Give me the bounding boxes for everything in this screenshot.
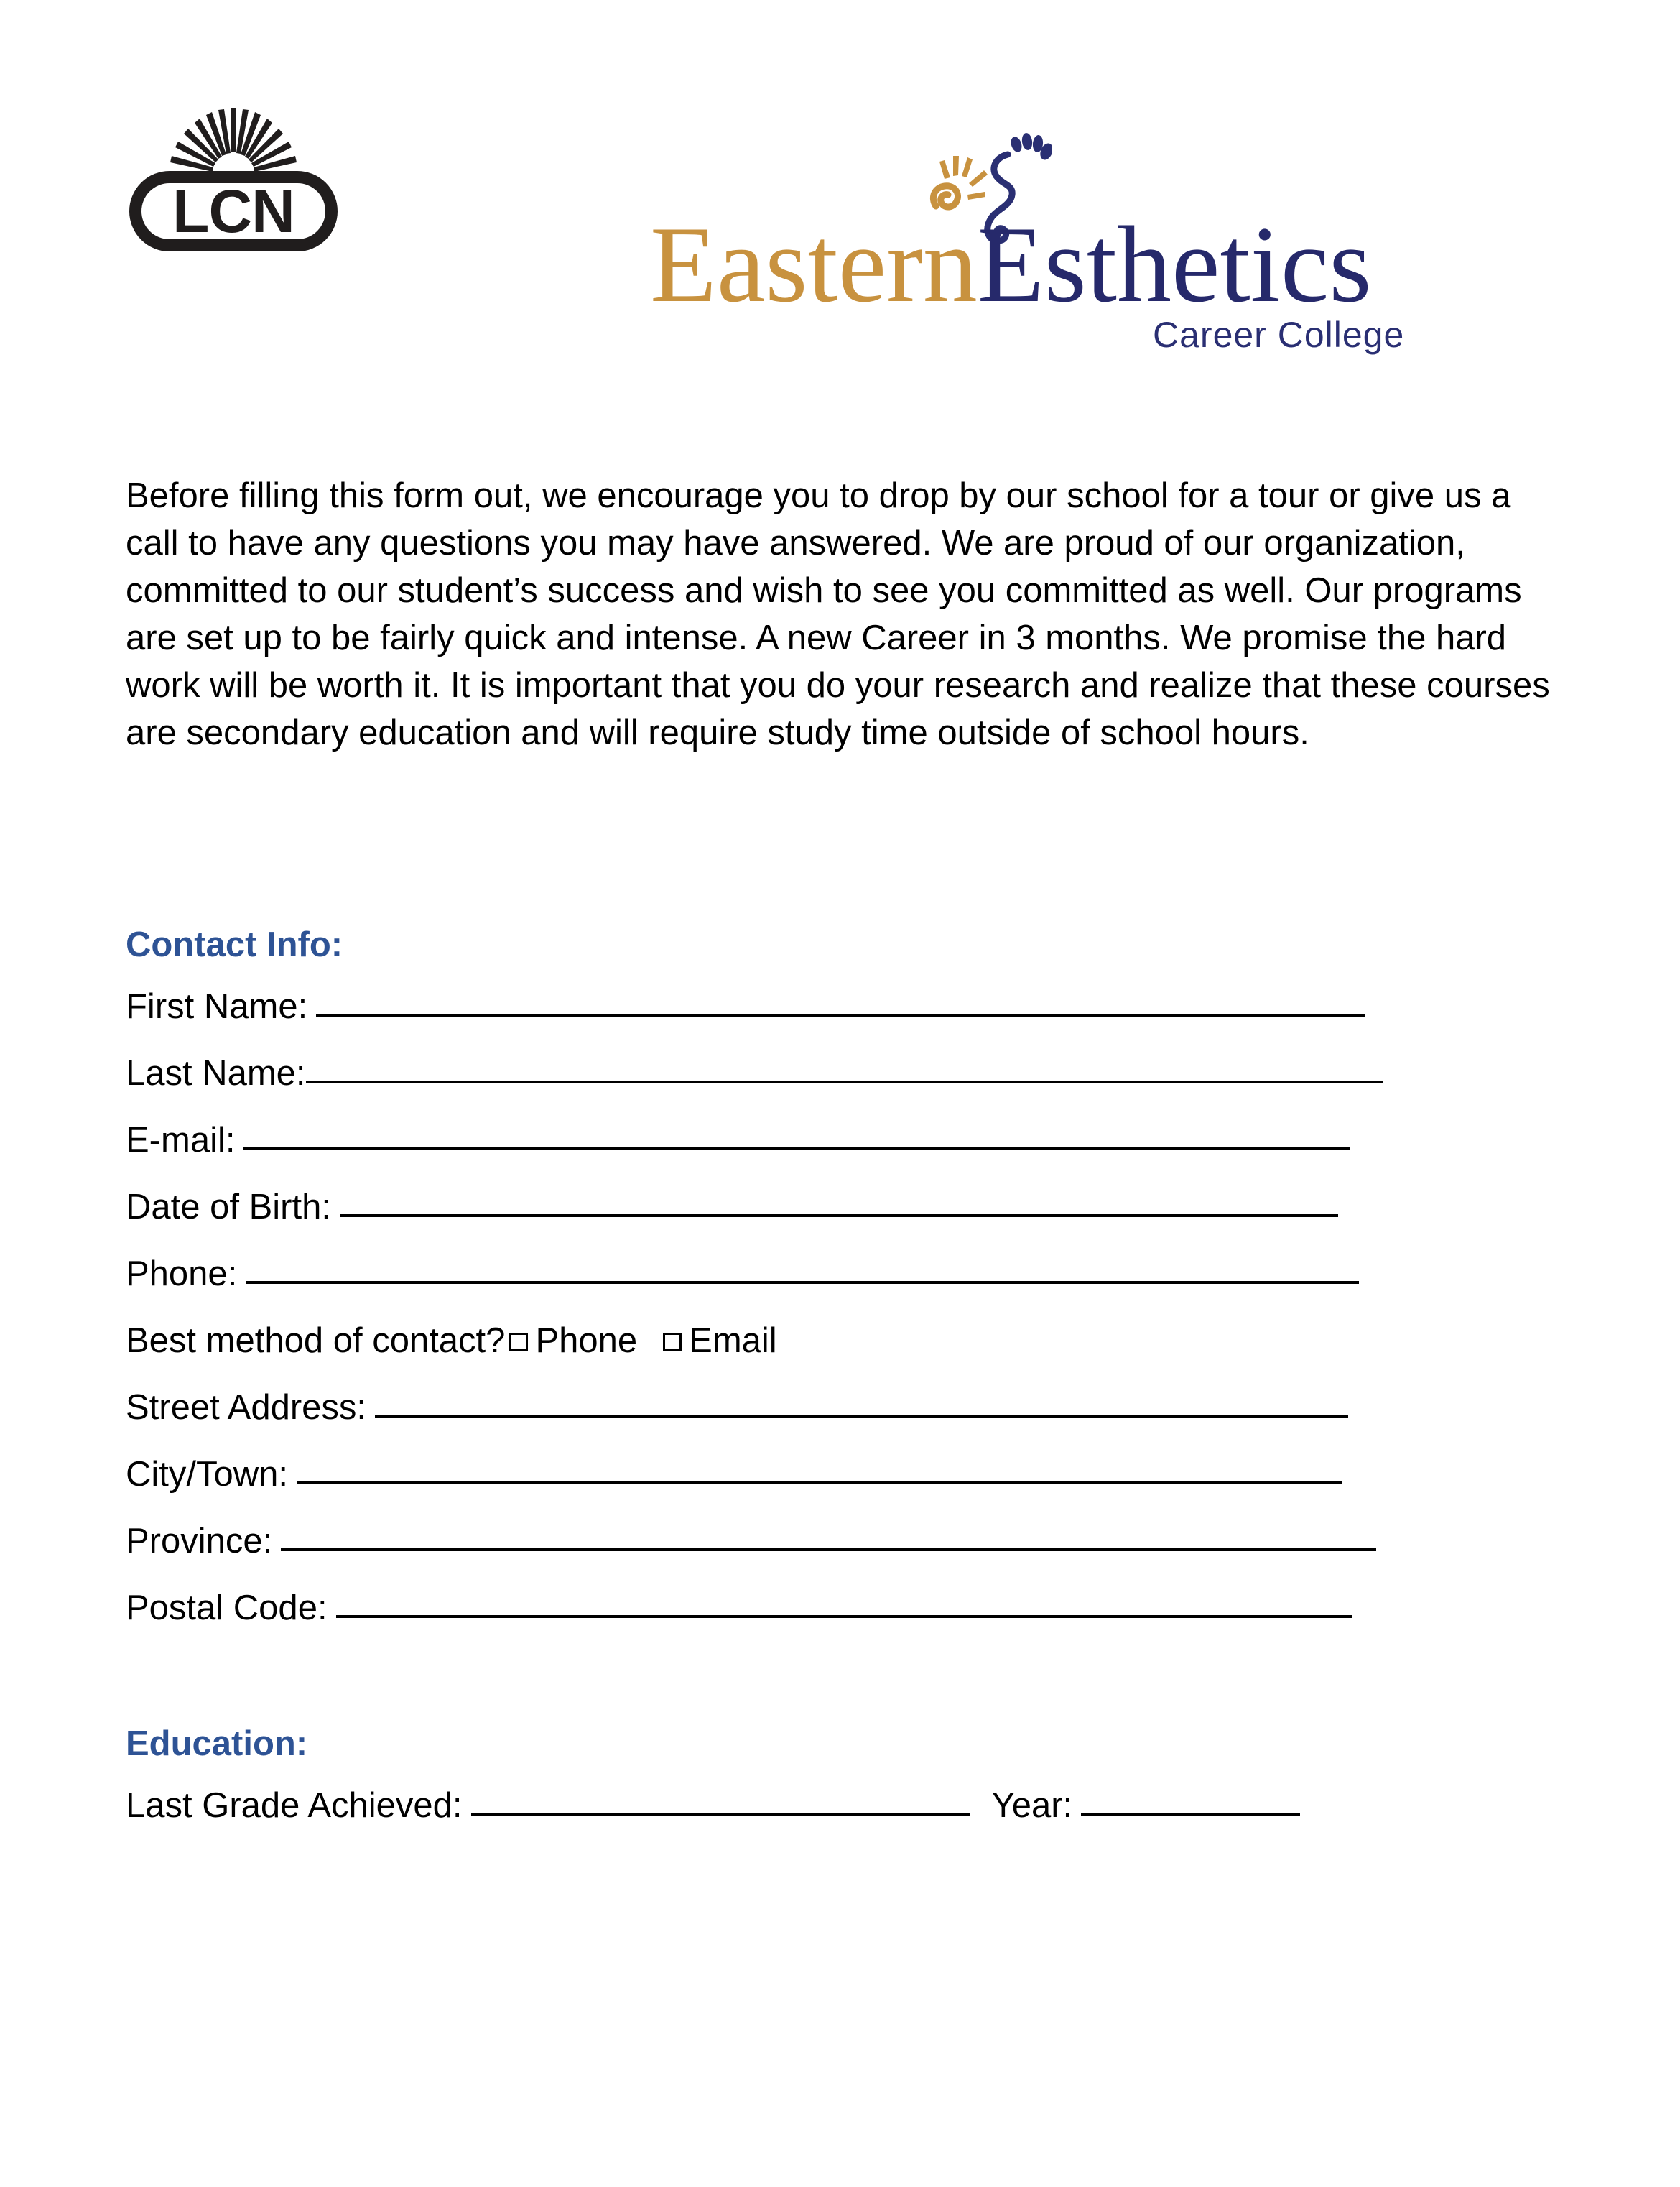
section-spacer bbox=[126, 1651, 1569, 1720]
field-city-town bbox=[126, 1451, 1569, 1498]
field-input-first-name[interactable] bbox=[316, 988, 1365, 1016]
field-last-grade-and-year bbox=[126, 1782, 1569, 1829]
contact-info-heading: Contact Info: bbox=[126, 925, 343, 964]
field-first-name bbox=[126, 983, 1569, 1030]
field-input-province[interactable] bbox=[281, 1522, 1376, 1550]
lcn-logo bbox=[129, 108, 338, 248]
field-label-last-name: Last Name: bbox=[126, 1054, 306, 1093]
field-input-year[interactable] bbox=[1081, 1787, 1300, 1815]
field-input-phone[interactable] bbox=[246, 1255, 1359, 1283]
field-label-street-address: Street Address: bbox=[126, 1388, 367, 1427]
field-label-email: E-mail: bbox=[126, 1121, 236, 1160]
lcn-logo-text: LCN bbox=[172, 177, 294, 245]
checkbox-email[interactable] bbox=[663, 1333, 682, 1351]
checkbox-label-email: Email bbox=[689, 1321, 777, 1360]
field-label-postal-code: Postal Code: bbox=[126, 1589, 328, 1627]
intro-paragraph: Before filling this form out, we encourage you to drop by our school for a tour or give us a call to have any questions you may have answered. We are proud of our organization, committed to our student’s success and wish to see you committed as well. Our programs are set up to be fairly quick and intense. A new Career in 3 months. We promise the hard work will be worth it. It is important that you do your research and realize that these courses are secondary education and will require study time outside of school hours. bbox=[126, 476, 1550, 752]
eastern-esthetics-subtitle: Career College bbox=[1153, 315, 1405, 355]
field-label-year: Year: bbox=[991, 1786, 1073, 1825]
field-label-first-name: First Name: bbox=[126, 987, 308, 1026]
field-input-postal-code[interactable] bbox=[336, 1589, 1352, 1617]
field-postal-code bbox=[126, 1584, 1569, 1632]
document-header bbox=[0, 0, 1680, 402]
field-label-province: Province: bbox=[126, 1522, 273, 1561]
field-label-date-of-birth: Date of Birth: bbox=[126, 1188, 331, 1226]
field-input-date-of-birth[interactable] bbox=[340, 1188, 1338, 1216]
field-label-last-grade: Last Grade Achieved: bbox=[126, 1786, 463, 1825]
field-input-last-grade[interactable] bbox=[471, 1787, 970, 1815]
field-date-of-birth bbox=[126, 1183, 1569, 1231]
application-form bbox=[126, 921, 1569, 1849]
field-province bbox=[126, 1517, 1569, 1565]
field-street-address bbox=[126, 1384, 1569, 1431]
field-email bbox=[126, 1116, 1569, 1164]
field-label-phone: Phone: bbox=[126, 1254, 238, 1293]
education-heading: Education: bbox=[126, 1724, 308, 1763]
field-input-city-town[interactable] bbox=[297, 1456, 1342, 1484]
eastern-esthetics-logo bbox=[650, 126, 1462, 356]
field-label-city-town: City/Town: bbox=[126, 1455, 289, 1494]
checkbox-phone[interactable] bbox=[509, 1333, 528, 1351]
checkbox-label-phone: Phone bbox=[535, 1321, 638, 1360]
field-input-email[interactable] bbox=[243, 1122, 1350, 1150]
field-last-name bbox=[126, 1050, 1569, 1097]
field-input-street-address[interactable] bbox=[375, 1389, 1348, 1417]
field-phone bbox=[126, 1250, 1569, 1298]
wordmark-eastern: Eastern bbox=[650, 204, 978, 325]
sunburst-rays-icon bbox=[169, 108, 298, 177]
field-label-best-method: Best method of contact? bbox=[126, 1321, 506, 1360]
wordmark-esthetics: Esthetics bbox=[977, 204, 1372, 325]
eastern-esthetics-wordmark bbox=[650, 204, 1462, 325]
field-input-last-name[interactable] bbox=[306, 1055, 1383, 1083]
field-best-method-of-contact bbox=[126, 1317, 1569, 1364]
